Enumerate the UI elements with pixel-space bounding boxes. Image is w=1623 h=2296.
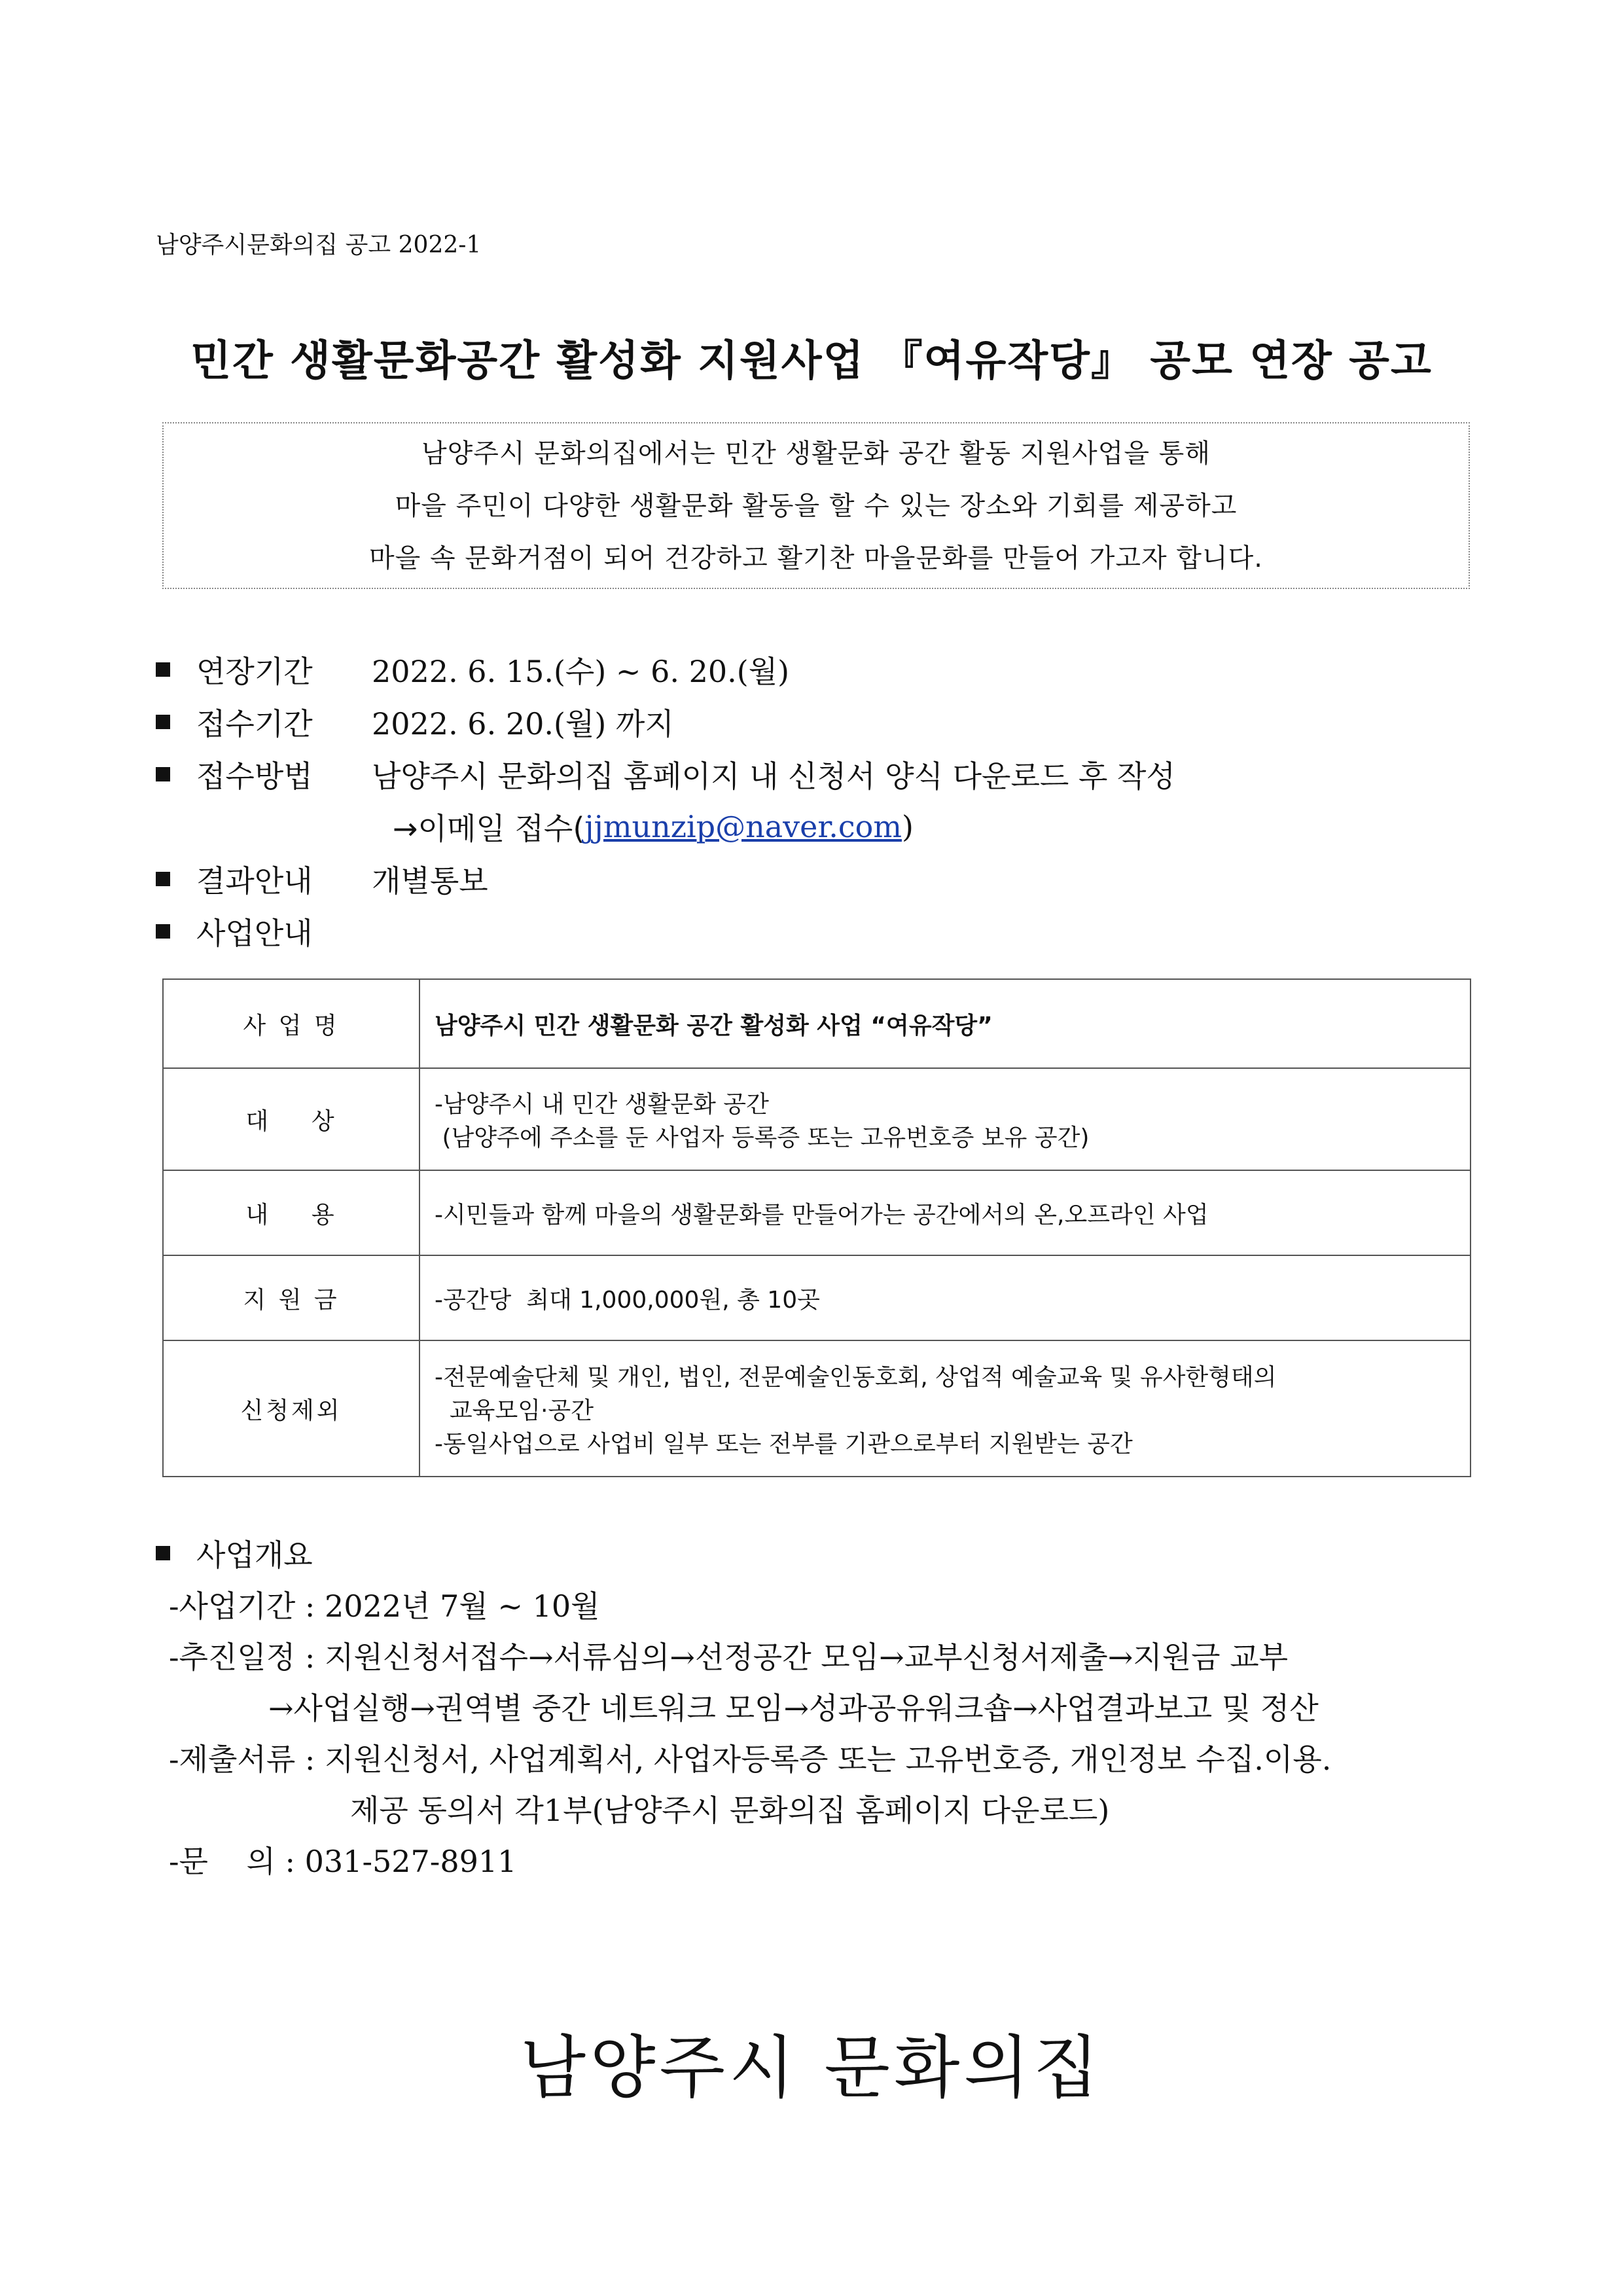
- table-cell-line: -동일사업으로 사업비 일부 또는 전부를 기관으로부터 지원받는 공간: [435, 1430, 1133, 1458]
- table-row: [163, 979, 1471, 1068]
- table-cell-line: (남양주에 주소를 둔 사업자 등록증 또는 고유번호증 보유 공간): [435, 1124, 1090, 1151]
- info-label: 접수방법: [196, 759, 313, 794]
- page-title: 민간 생활문화공간 활성화 지원사업 『여유작당』 공모 연장 공고: [190, 337, 1433, 386]
- table-cell: [419, 1255, 1471, 1340]
- table-row: [163, 1068, 1471, 1170]
- table-cell-line: -공간당 최대 1,000,000원, 총 10곳: [435, 1286, 820, 1314]
- table-row: [163, 1170, 1471, 1255]
- info-label: 사업개요: [196, 1537, 313, 1573]
- email-suffix: ): [901, 809, 914, 844]
- info-label: 결과안내: [196, 863, 313, 899]
- info-email-line: [393, 805, 914, 848]
- table-header-cell: 내 용: [163, 1170, 419, 1255]
- table-cell-line: -시민들과 함께 마을의 생활문화를 만들어가는 공간에서의 온,오프라인 사업: [435, 1201, 1209, 1229]
- table-header-cell: 지 원 금: [163, 1255, 419, 1340]
- table-cell-line: -남양주시 내 민간 생활문화 공간: [435, 1091, 769, 1118]
- info-label: 접수기간: [196, 706, 313, 742]
- overview-period: -사업기간 : 2022년 7월 ~ 10월: [169, 1588, 600, 1624]
- info-receipt-method: [156, 753, 1175, 796]
- table-cell: [419, 1068, 1471, 1170]
- table-header-cell: 신청제외: [163, 1340, 419, 1477]
- info-label: 사업안내: [196, 916, 313, 951]
- overview-schedule: -추진일정 : 지원신청서접수→서류심의→선정공간 모임→교부신청서제출→지원금 교부: [169, 1640, 1289, 1675]
- table-cell-line: 남양주시 민간 생활문화 공간 활성화 사업 “여유작당”: [435, 1012, 993, 1039]
- info-value: 2022. 6. 20.(월) 까지: [372, 706, 674, 742]
- intro-line: 남양주시 문화의집에서는 민간 생활문화 공간 활동 지원사업을 통해: [421, 438, 1211, 469]
- table-header-cell: 사 업 명: [163, 979, 419, 1068]
- square-bullet-icon: [156, 767, 170, 781]
- square-bullet-icon: [156, 715, 170, 729]
- table-header-cell: 대 상: [163, 1068, 419, 1170]
- footer-organization: 남양주시 문화의집: [520, 2028, 1103, 2108]
- table-cell-line: -전문예술단체 및 개인, 법인, 전문예술인동호회, 상업적 예술교육 및 유사한형태의: [435, 1363, 1277, 1391]
- email-prefix: →이메일 접수(: [393, 811, 585, 846]
- info-value: 개별통보: [372, 863, 488, 899]
- table-cell: [419, 1340, 1471, 1477]
- square-bullet-icon: [156, 662, 170, 677]
- overview-documents-cont: 제공 동의서 각1부(남양주시 문화의집 홈페이지 다운로드): [350, 1793, 1110, 1828]
- intro-line: 마을 속 문화거점이 되어 건강하고 활기찬 마을문화를 만들어 가고자 합니다.: [369, 543, 1263, 573]
- intro-box: [162, 422, 1470, 589]
- overview-contact: -문 의 : 031-527-8911: [169, 1844, 517, 1879]
- square-bullet-icon: [156, 924, 170, 939]
- table-row: [163, 1340, 1471, 1477]
- overview-documents: -제출서류 : 지원신청서, 사업계획서, 사업자등록증 또는 고유번호증, 개인정보 수집.이용.: [169, 1742, 1332, 1777]
- table-cell-line: 교육모임·공간: [435, 1397, 594, 1424]
- table-row: [163, 1255, 1471, 1340]
- intro-line: 마을 주민이 다양한 생활문화 활동을 할 수 있는 장소와 기회를 제공하고: [395, 490, 1238, 521]
- overview-schedule-cont: →사업실행→권역별 중간 네트워크 모임→성과공유워크숍→사업결과보고 및 정산: [268, 1691, 1319, 1726]
- table-cell: [419, 979, 1471, 1068]
- info-value: 2022. 6. 15.(수) ~ 6. 20.(월): [372, 654, 790, 689]
- overview-heading: [156, 1532, 372, 1575]
- info-label: 연장기간: [196, 654, 313, 689]
- table-cell: [419, 1170, 1471, 1255]
- square-bullet-icon: [156, 872, 170, 886]
- info-receipt-period: [156, 700, 674, 744]
- info-value: 남양주시 문화의집 홈페이지 내 신청서 양식 다운로드 후 작성: [372, 759, 1175, 794]
- square-bullet-icon: [156, 1546, 170, 1560]
- business-table: [162, 978, 1471, 1477]
- email-link[interactable]: jjmunzip@naver.com: [584, 809, 902, 844]
- info-business: [156, 910, 372, 953]
- info-result: [156, 857, 488, 901]
- info-extension-period: [156, 648, 789, 691]
- notice-number: 남양주시문화의집 공고 2022-1: [156, 232, 482, 259]
